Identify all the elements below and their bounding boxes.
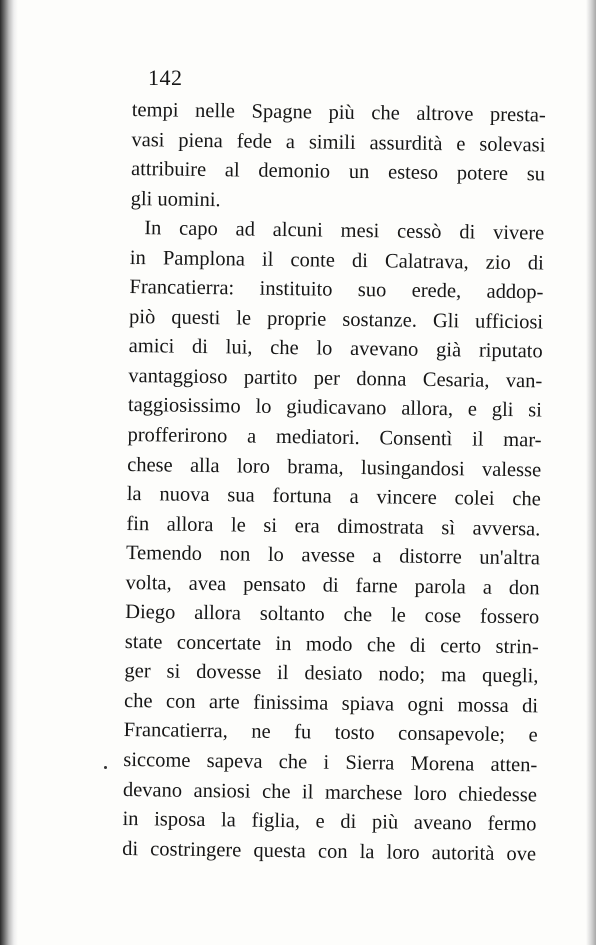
text-line: tempi nelle Spagne più che altrove presta- bbox=[131, 98, 546, 127]
text-line: chese alla loro brama, lusingandosi valesse bbox=[127, 453, 542, 481]
text-line: che con arte finissima spiava ogni mossa di bbox=[123, 689, 539, 718]
text-line: attribuire al demonio un esteso potere su bbox=[130, 158, 546, 186]
ink-speck bbox=[104, 766, 107, 769]
text-line: vantaggioso partito per donna Cesaria, van- bbox=[128, 364, 543, 393]
text-line: in isposa la figlia, e di più aveano fermo bbox=[122, 808, 537, 836]
text-line: Francatierra: instituito suo erede, addop- bbox=[129, 276, 544, 304]
text-line: taggiosissimo lo giudicavano allora, e gli si bbox=[127, 394, 543, 422]
text-line: profferirono a mediatori. Consentì il mar- bbox=[127, 423, 542, 452]
text-line: in Pamplona il conte di Calatrava, zio di bbox=[129, 246, 544, 275]
page-number: 142 bbox=[148, 65, 183, 90]
text-line: di costringere questa con la loro autorità ove bbox=[122, 837, 537, 866]
text-line: la nuova sua fortuna a vincere colei che bbox=[126, 483, 541, 511]
text-line: piò questi le proprie sostanze. Gli ufficiosi bbox=[128, 305, 544, 334]
body-text bbox=[122, 96, 546, 870]
text-line: state concertate in modo che di certo strin- bbox=[124, 630, 539, 659]
text-line: amici di lui, che lo avevano già riputato bbox=[128, 335, 543, 363]
text-line: fin allora le si era dimostrata sì avversa. bbox=[126, 512, 541, 541]
text-line: volta, avea pensato di farne parola a don bbox=[125, 571, 540, 600]
text-line: In capo ad alcuni mesi cessò di vivere bbox=[144, 217, 545, 245]
text-line: gli uomini. bbox=[130, 187, 221, 211]
text-line: Francatierra, ne fu tosto consapevole; e bbox=[123, 719, 538, 747]
page-edge bbox=[586, 0, 596, 945]
text-line: devano ansiosi che il marchese loro chiedesse bbox=[122, 778, 538, 806]
text-line: Temendo non lo avesse a distorre un'altra bbox=[125, 542, 541, 570]
binding-shadow bbox=[0, 0, 18, 945]
text-line: ger si dovesse il desiato nodo; ma quegli, bbox=[124, 660, 539, 688]
text-line: siccome sapeva che i Sierra Morena atten- bbox=[123, 748, 538, 777]
text-line: vasi piena fede a simili assurdità e solevasi bbox=[131, 128, 546, 156]
text-line: Diego allora soltanto che le cose fossero bbox=[125, 601, 540, 629]
